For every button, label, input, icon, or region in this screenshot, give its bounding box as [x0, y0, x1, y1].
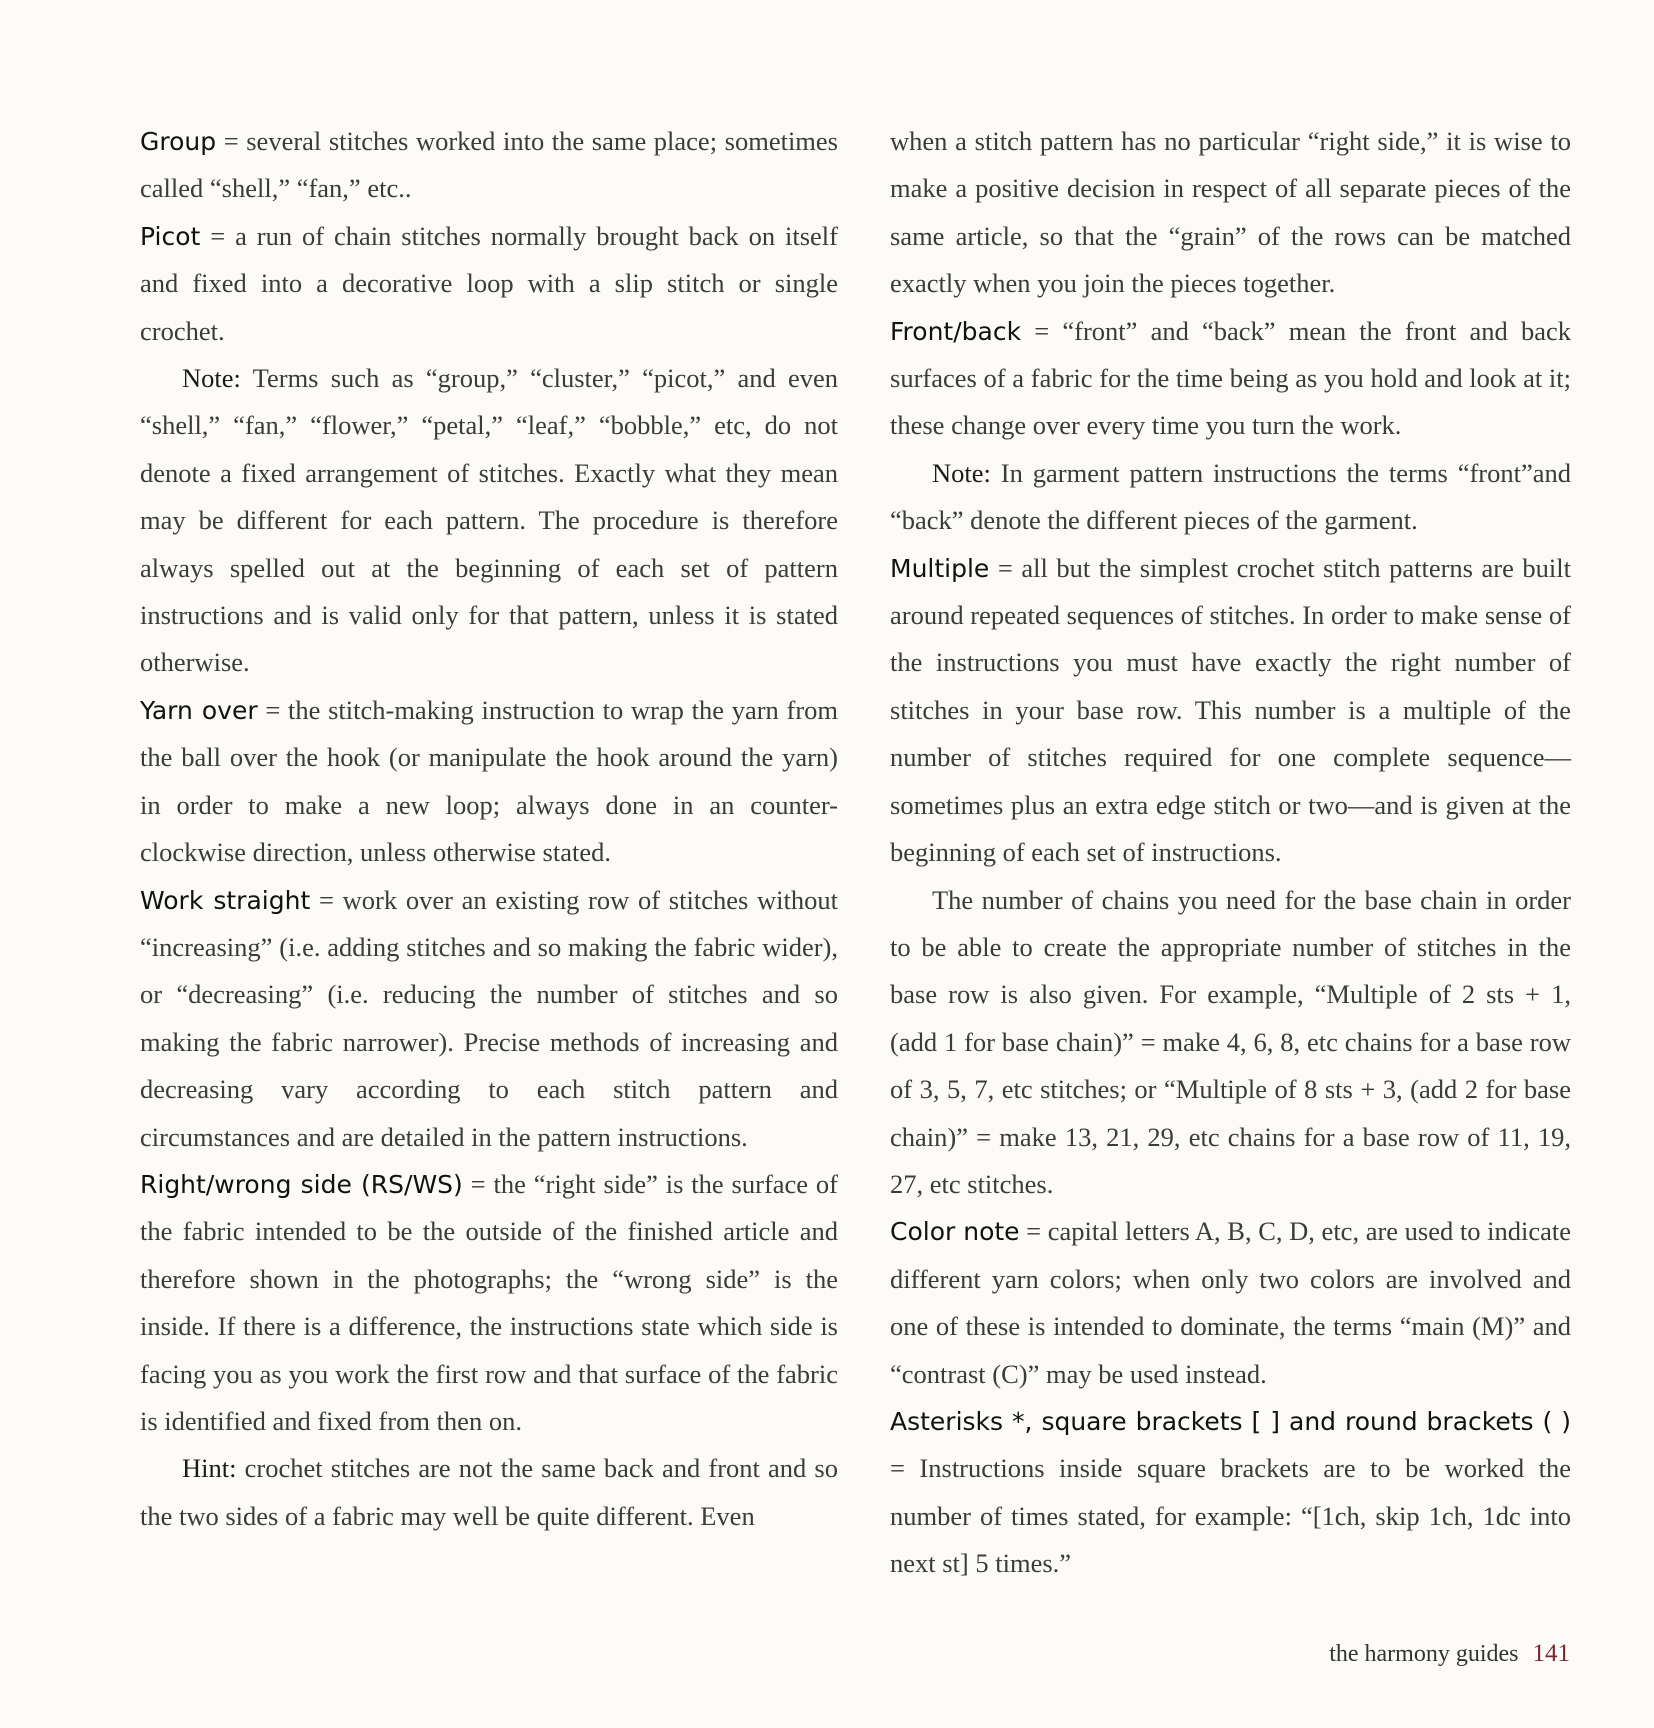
page-footer	[1329, 1640, 1570, 1668]
picot-term: Picot	[140, 221, 201, 251]
picot-entry	[140, 213, 838, 355]
continuation-paragraph: when a stitch pattern has no particular “right side,” it is wise to make a positive decision in respect of all separate pieces of the same article, so that the “grain” of the rows can be matched exactly when you join the pieces together.	[890, 126, 1571, 299]
asterisks-entry	[890, 1398, 1571, 1588]
yarn-over-definition: = the stitch-making instruction to wrap the yarn from the ball over the hook (or manipulate the hook around the yarn) in order to make a new loop; always done in an counter-clockwise direction, unless otherwise stated.	[140, 694, 839, 868]
color-note-definition: = capital letters A, B, C, D, etc, are used to indicate different yarn colors; when only two colors are involved and one of these is intended to dominate, the terms “main (M)” and “contrast (C)” may be used instead.	[890, 1216, 1571, 1389]
hint-label: Hint:	[182, 1453, 237, 1484]
hint-paragraph	[140, 1445, 838, 1540]
chains-paragraph: The number of chains you need for the base chain in order to be able to create the appropriate number of stitches in the base row is also given. For example, “Multiple of 2 sts + 1, (add 1 for base chain)” = make 4, 6, 8, etc chains for a base row of 3, 5, 7, etc stitches; or “Multiple of 8 sts + 3, (add 2 for base chain)” = make 13, 21, 29, etc chains for a base row of 11, 19, 27, etc stitches.	[890, 884, 1571, 1199]
hint-text: crochet stitches are not the same back and front and so the two sides of a fabric may well be quite different. Even	[140, 1453, 838, 1531]
right-wrong-side-term: Right/wrong side (RS/WS)	[140, 1169, 463, 1199]
group-entry	[140, 118, 838, 213]
yarn-over-term: Yarn over	[140, 695, 258, 725]
group-term: Group	[140, 127, 217, 156]
front-back-entry	[890, 308, 1571, 450]
group-definition: = several stitches worked into the same place; sometimes called “shell,” “fan,” etc..	[140, 126, 838, 204]
right-wrong-side-entry	[140, 1161, 838, 1445]
multiple-term: Multiple	[890, 553, 990, 583]
asterisks-definition: = Instructions inside square brackets are to be worked the number of times stated, for example: “[1ch, skip 1ch, 1dc into next st] 5 times.”	[890, 1453, 1571, 1579]
work-straight-entry	[140, 877, 838, 1161]
footer-title: the harmony guides	[1329, 1641, 1519, 1667]
right-wrong-side-definition: = the “right side” is the surface of the fabric intended to be the outside of the finished article and therefore shown in the photographs; the “wrong side” is the inside. If there is a difference, the instructions state which side is facing you as you work the first row and that surface of the fabric is identified and fixed from then on.	[140, 1168, 839, 1436]
work-straight-definition: = work over an existing row of stitches without “increasing” (i.e. adding stitches and so making the fabric wider), or “decreasing” (i.e. reducing the number of stitches and so making the fabric narrower). Precise methods of increasing and decreasing vary according to each stitch pattern and circumstances and are detailed in the pattern instructions.	[140, 884, 838, 1152]
note-text: Terms such as “group,” “cluster,” “picot,” and even “shell,” “fan,” “flower,” “petal,” “leaf,” “bobble,” etc, do not denote a fixed arrangement of stitches. Exactly what they mean may be different for each pattern. The procedure is therefore always spelled out at the beginning of each set of pattern instructions and is valid only for that pattern, unless it is stated otherwise.	[140, 363, 838, 678]
page-number: 141	[1532, 1640, 1570, 1667]
color-note-term: Color note	[890, 1217, 1020, 1247]
work-straight-term: Work straight	[140, 885, 311, 915]
front-back-definition: = “front” and “back” mean the front and back surfaces of a fabric for the time being as you hold and look at it; these change over every time you turn the work.	[890, 315, 1571, 441]
left-column	[140, 118, 838, 1540]
garment-note-label: Note:	[932, 457, 991, 488]
note-paragraph	[140, 355, 838, 687]
note-label: Note:	[182, 363, 241, 394]
yarn-over-entry	[140, 687, 838, 877]
asterisks-term: Asterisks *, square brackets [ ] and round brackets ( )	[890, 1406, 1571, 1436]
multiple-definition: = all but the simplest crochet stitch patterns are built around repeated sequences of stitches. In order to make sense of the instructions you must have exactly the right number of stitches in your base row. This number is a multiple of the number of stitches required for one complete sequence—sometimes plus an extra edge stitch or two—and is given at the beginning of each set of instructions.	[890, 552, 1571, 868]
multiple-entry	[890, 545, 1571, 877]
picot-definition: = a run of chain stitches normally brought back on itself and fixed into a decorative loop with a slip stitch or single crochet.	[140, 220, 838, 346]
right-column	[890, 118, 1571, 1588]
garment-note-paragraph	[890, 450, 1571, 545]
garment-note-text: In garment pattern instructions the terms “front”and “back” denote the different pieces of the garment.	[890, 457, 1571, 536]
front-back-term: Front/back	[890, 316, 1022, 346]
color-note-entry	[890, 1208, 1571, 1398]
